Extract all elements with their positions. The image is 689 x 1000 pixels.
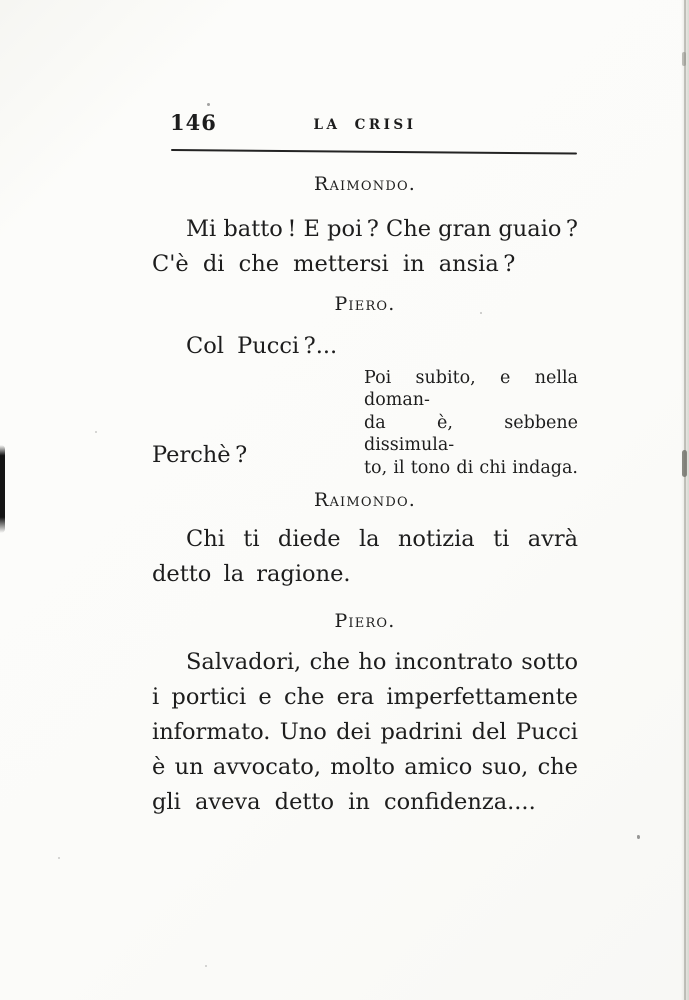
dialogue-line: Salvadori, che ho incontrato sotto bbox=[186, 649, 578, 675]
dialogue-line: Perchè ? bbox=[152, 442, 248, 468]
dialogue-line: detto la ragione. bbox=[152, 561, 351, 587]
speaker-heading-raimondo-1: Raimondo. bbox=[313, 173, 417, 195]
dialogue-line: Mi batto ! E poi ? Che gran guaio ? bbox=[186, 216, 578, 242]
speech-raimondo-1 bbox=[152, 212, 578, 282]
paper-speck bbox=[207, 103, 210, 106]
running-title: LA CRISI bbox=[313, 117, 417, 133]
dialogue-line: informato. Uno dei padrini del Pucci bbox=[152, 719, 578, 745]
speaker-heading-piero-1: Piero. bbox=[334, 293, 396, 315]
paper-speck bbox=[95, 431, 97, 433]
dialogue-line: è un avvocato, molto amico suo, che bbox=[152, 754, 578, 780]
speech-piero-1-continued bbox=[152, 438, 578, 473]
stage-direction-line: da è, sebbene dissimula- bbox=[364, 412, 578, 456]
paper-speck bbox=[637, 835, 640, 839]
scan-edge-line bbox=[684, 0, 686, 1000]
dialogue-line: Chi ti diede la notizia ti avrà bbox=[186, 526, 578, 552]
speech-piero-1 bbox=[152, 329, 578, 364]
scan-ink-blob bbox=[0, 445, 5, 533]
speaker-heading-raimondo-2: Raimondo. bbox=[313, 489, 417, 511]
scan-smudge bbox=[682, 450, 687, 477]
paper-speck bbox=[58, 857, 60, 859]
stage-direction-line: Poi subito, e nella doman- bbox=[364, 368, 578, 411]
dialogue-line: i portici e che era imperfettamente bbox=[152, 684, 578, 710]
header-rule bbox=[171, 149, 577, 155]
scan-smudge bbox=[682, 52, 686, 66]
speaker-heading-piero-2: Piero. bbox=[334, 610, 396, 632]
speech-piero-2 bbox=[152, 645, 578, 820]
speech-raimondo-2 bbox=[152, 522, 578, 592]
paper-speck bbox=[480, 312, 482, 314]
page-number: 146 bbox=[170, 110, 217, 135]
paper-speck bbox=[205, 965, 207, 967]
stage-direction-line: to, il tono di chi indaga. bbox=[364, 457, 578, 478]
dialogue-line: Col Pucci ?... bbox=[186, 333, 338, 359]
dialogue-line: C'è di che mettersi in ansia ? bbox=[152, 251, 516, 277]
dialogue-line: gli aveva detto in confidenza.... bbox=[152, 789, 536, 815]
